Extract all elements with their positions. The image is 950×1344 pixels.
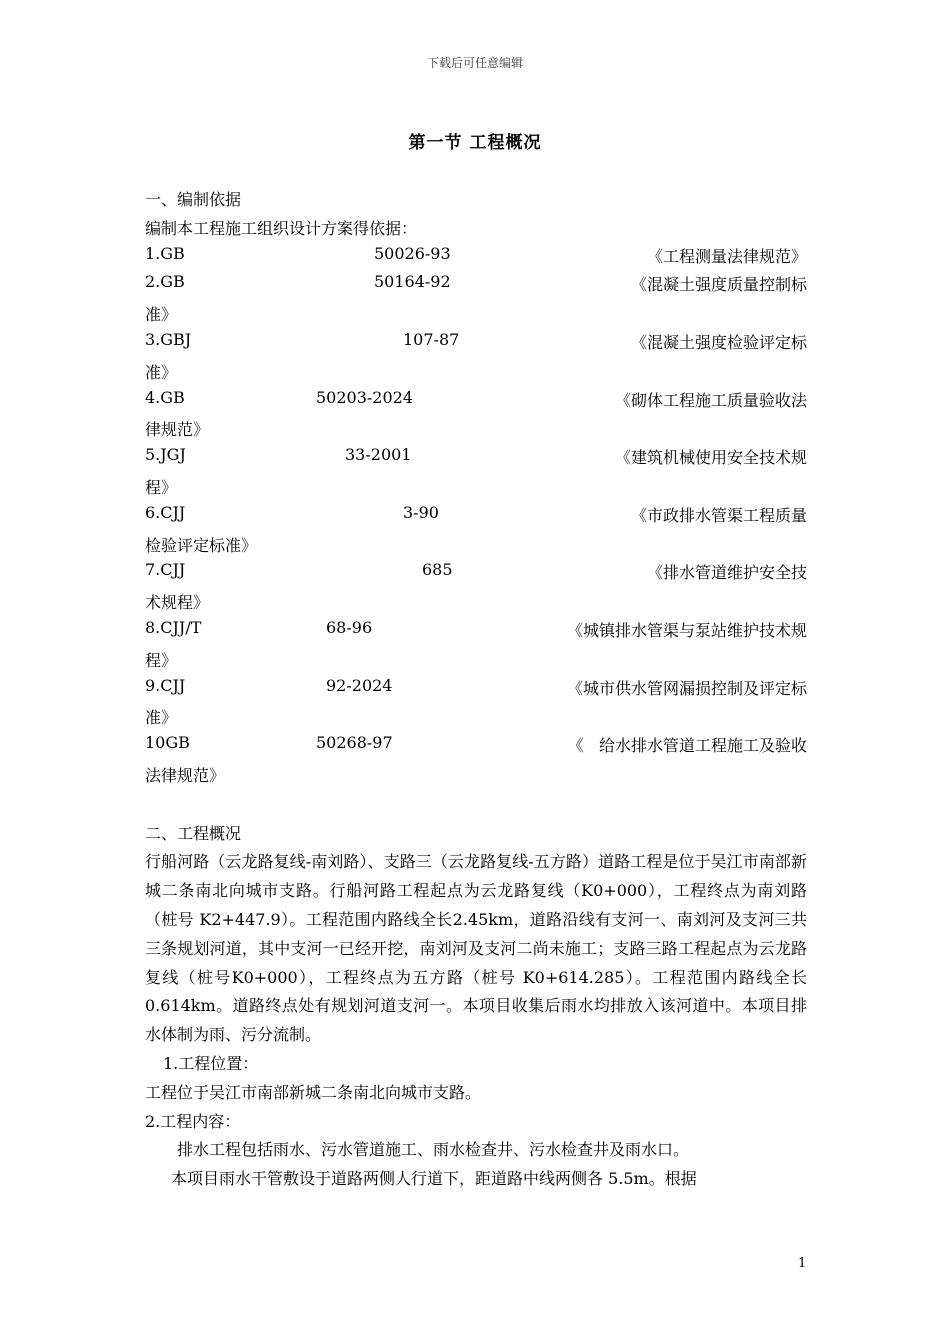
page-header: 下载后可任意编辑 [426,56,523,70]
standard-row [145,272,807,301]
standard-title: 《 给水排水管道工程施工及验收 [567,736,807,756]
standard-row [145,244,807,273]
standard-code: 1.GB [145,243,185,263]
standard-number: 92-2024 [326,675,393,695]
standard-title-continued: 程》 [145,650,178,670]
standard-title-continued: 术规程》 [145,593,210,613]
standard-title: 《城镇排水管渠与泵站维护技术规 [566,620,807,640]
standard-row [145,445,807,474]
standard-title-continued: 律规范》 [145,420,210,440]
standard-number: 3-90 [403,502,439,522]
content-heading: 2.工程内容： [145,1111,241,1131]
standard-code: 3.GBJ [145,329,192,349]
standard-code: 9.CJJ [145,675,186,695]
content-line-1: 排水工程包括雨水、污水管道施工、雨水检查井、污水检查井及雨水口。 [177,1140,690,1160]
standard-title: 《混凝土强度质量控制标 [630,275,807,295]
standard-row [145,676,807,705]
standard-number: 50203-2024 [316,387,414,407]
section1-heading: 一、编制依据 [145,190,242,209]
spacer [145,791,807,820]
standard-row [145,560,807,589]
standard-number: 685 [422,560,453,580]
standard-number: 68-96 [326,617,373,637]
section1-intro: 编制本工程施工组织设计方案得依据： [145,218,418,238]
standard-code: 10GB [145,733,190,753]
standard-row [145,388,807,417]
location-text: 工程位于吴江市南部新城二条南北向城市支路。 [145,1082,482,1102]
content-line-2: 本项目雨水干管敷设于道路两侧人行道下，距道路中线两侧各 5.5m。根据 [171,1169,697,1189]
standard-code: 2.GB [145,272,185,292]
standard-title-continued: 准》 [145,362,178,382]
standard-title: 《混凝土强度检验评定标 [630,332,807,352]
standard-title: 《城市供水管网漏损控制及评定标 [566,678,807,698]
standard-code: 4.GB [145,387,185,407]
standard-code: 7.CJJ [145,560,186,580]
standard-title-continued: 程》 [145,477,178,497]
standard-number: 50268-97 [316,733,393,753]
standard-row [145,618,807,647]
standard-title: 《工程测量法律规范》 [646,246,807,266]
standard-title: 《排水管道维护安全技 [646,563,807,583]
section2-heading: 二、工程概况 [145,823,242,843]
section-title: 第一节 工程概况 [408,133,542,153]
standard-title-continued: 准》 [145,305,178,325]
overview-paragraph: 行船河路（云龙路复线-南刘路）、支路三（云龙路复线-五方路）道路工程是位于吴江市南部新城二条南北向城市支路。行船河路工程起点为云龙路复线（K0+000），工程终点为南刘路（桩号 K2+447.9）。工程范围内路线全长2.45km，道路沿线有支河一、南刘河及支河三共三条规划河道，其中支河一已经开挖，南刘河及支河二尚未施工；支路三路工程起点为云龙路复线（桩号K0+000），工程终点为五方路（桩号 K0+614.285）。工程范围内路线全长0.614km。道路终点处有规划河道支河一。本项目收集后雨水均排放入该河道中。本项目排水体制为雨、污分流制。 [145,852,807,1045]
standard-title: 《建筑机械使用安全技术规 [614,448,807,468]
document-body [145,186,807,1194]
standard-code: 8.CJJ/T [145,617,202,637]
standard-number: 50164-92 [374,272,451,292]
location-heading: 1.工程位置： [163,1053,259,1073]
standard-number: 50026-93 [374,243,451,263]
standard-title-continued: 检验评定标准》 [145,535,258,555]
standard-row [145,503,807,532]
standard-code: 5.JGJ [145,445,186,465]
standard-title-continued: 准》 [145,708,178,728]
standard-title: 《市政排水管渠工程质量 [630,505,807,525]
standard-number: 107-87 [403,329,460,349]
page-number: 1 [798,1256,807,1271]
standards-list [145,244,807,791]
standard-title-continued: 法律规范》 [145,765,226,785]
standard-title: 《砌体工程施工质量验收法 [614,390,807,410]
standard-row [145,330,807,359]
standard-row [145,733,807,762]
standard-number: 33-2001 [345,445,412,465]
standard-code: 6.CJJ [145,502,186,522]
overview-paragraph-block [145,848,807,1050]
